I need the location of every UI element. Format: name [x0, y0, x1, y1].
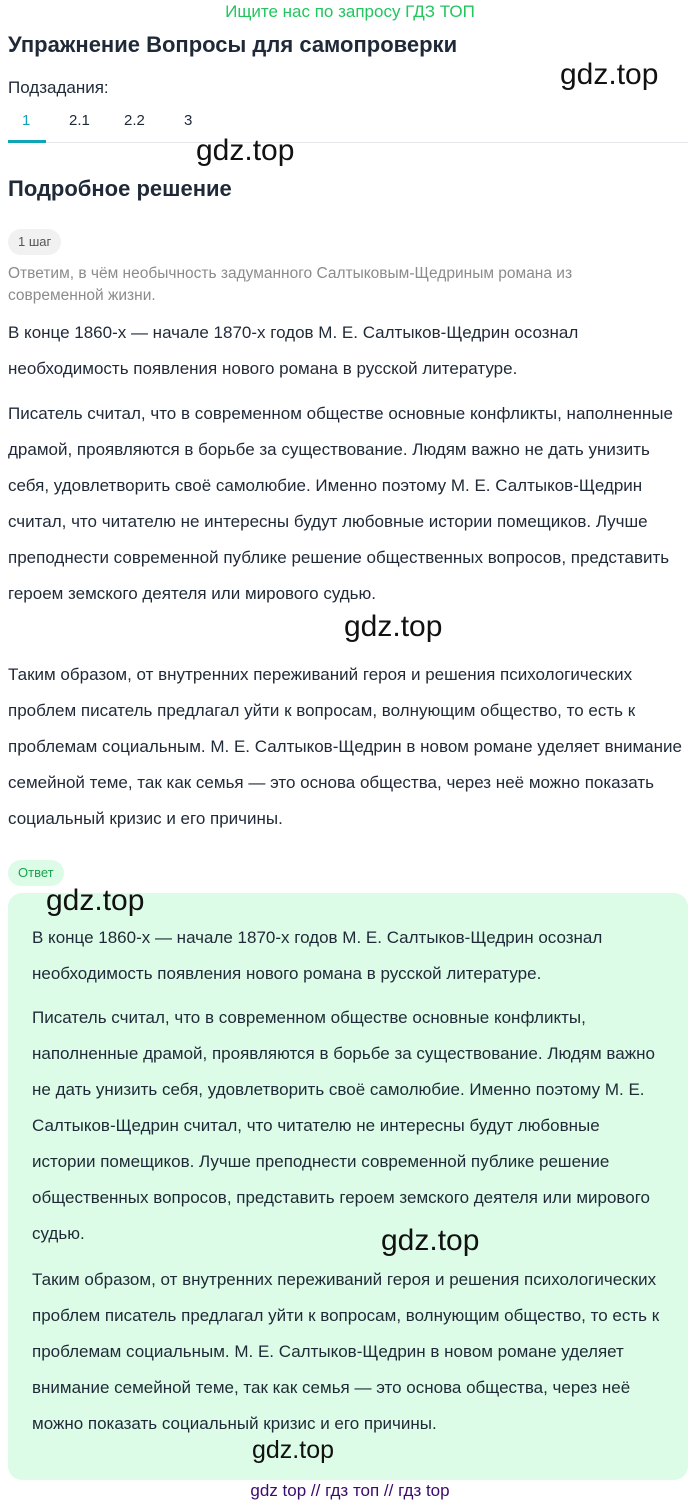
tab-2-1[interactable]: 2.1 — [69, 112, 90, 129]
footer-links[interactable]: gdz top // гдз топ // гдз top — [250, 1481, 450, 1500]
tab-2-2[interactable]: 2.2 — [124, 112, 145, 129]
subtasks-label: Подзадания: — [8, 78, 109, 97]
watermark: gdz.top — [344, 610, 443, 643]
watermark: gdz.top — [252, 1436, 335, 1464]
answer-badge: Ответ — [8, 860, 64, 886]
watermark: gdz.top — [560, 58, 659, 91]
section-title: Подробное решение — [8, 176, 232, 201]
page-title: Упражнение Вопросы для самопроверки — [8, 32, 458, 57]
step-hint: Ответим, в чём необычность задуманного Салтыковым-Щедриным романа из современной жизни. — [8, 265, 573, 304]
solution-paragraph-2: Писатель считал, что в современном обществе основные конфликты, наполненные драмой, проявляются в борьбе за существование. Людям важно не дать унизить себя, удовлетворить своё самолюбие. Именно поэтому М. Е. Салтыков-Щедрин считал, что читателю не интересны будут любовные истории помещиков. Лучше преподнести современной публике решение общественных вопросов, представить героем земского деятеля или мирового судью. — [8, 404, 673, 603]
answer-paragraph-3: Таким образом, от внутренних переживаний героя и решения психологических проблем писатель предлагал уйти к вопросам, волнующим общество, то есть к проблемам социальным. М. Е. Салтыков-Щедрин в новом романе уделяет внимание семейной теме, так как семья — это основа общества, через неё можно показать социальный кризис и его причины. — [32, 1270, 660, 1433]
watermark: gdz.top — [46, 884, 145, 917]
step-badge: 1 шаг — [8, 229, 61, 255]
active-tab-indicator — [8, 140, 46, 143]
solution-paragraph-1: В конце 1860-х — начале 1870-х годов М. Е. Салтыков-Щедрин осознал необходимость появления нового романа в русской литературе. — [8, 323, 579, 378]
answer-paragraph-1: В конце 1860-х — начале 1870-х годов М. Е. Салтыков-Щедрин осознал необходимость появления нового романа в русской литературе. — [32, 928, 603, 983]
top-banner: Ищите нас по запросу ГДЗ ТОП — [225, 2, 475, 21]
answer-paragraph-2: Писатель считал, что в современном обществе основные конфликты, наполненные драмой, проявляются в борьбе за существование. Людям важно не дать унизить себя, удовлетворить своё самолюбие. Именно поэтому М. Е. Салтыков-Щедрин считал, что читателю не интересны будут любовные истории помещиков. Лучше преподнести современной публике решение общественных вопросов, представить героем земского деятеля или мирового судью. — [32, 1008, 655, 1243]
watermark: gdz.top — [381, 1224, 480, 1257]
tab-3[interactable]: 3 — [184, 112, 193, 129]
subtask-tabs — [8, 108, 688, 143]
solution-paragraph-3: Таким образом, от внутренних переживаний героя и решения психологических проблем писатель предлагал уйти к вопросам, волнующим общество, то есть к проблемам социальным. М. Е. Салтыков-Щедрин в новом романе уделяет внимание семейной теме, так как семья — это основа общества, через неё можно показать социальный кризис и его причины. — [8, 665, 682, 828]
tab-1[interactable]: 1 — [22, 112, 31, 129]
watermark: gdz.top — [196, 134, 295, 167]
